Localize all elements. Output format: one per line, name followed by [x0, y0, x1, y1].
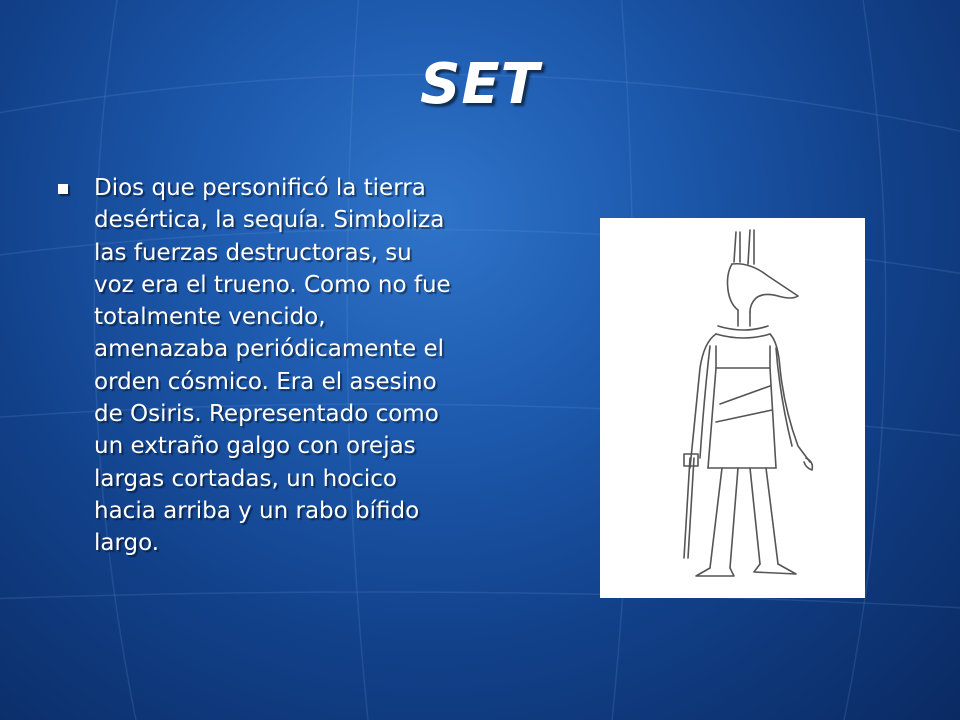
bullet-text: Dios que personificó la tierra desértica, la sequía. Simboliza las fuerzas destructoras, su voz era el trueno. Como no fue totalmente vencido, amenazaba periódicamente el orden cósmico. Era el asesino de Osiris. Representado como un extraño galgo con orejas largas cortadas, un hocico hacia arriba y un rabo bífido largo. — [94, 175, 451, 557]
square-bullet-icon — [58, 184, 68, 194]
bullet-list — [58, 172, 458, 560]
slide-title: SET — [420, 52, 540, 117]
set-deity-drawing-icon — [600, 218, 865, 598]
set-deity-image — [600, 218, 865, 598]
